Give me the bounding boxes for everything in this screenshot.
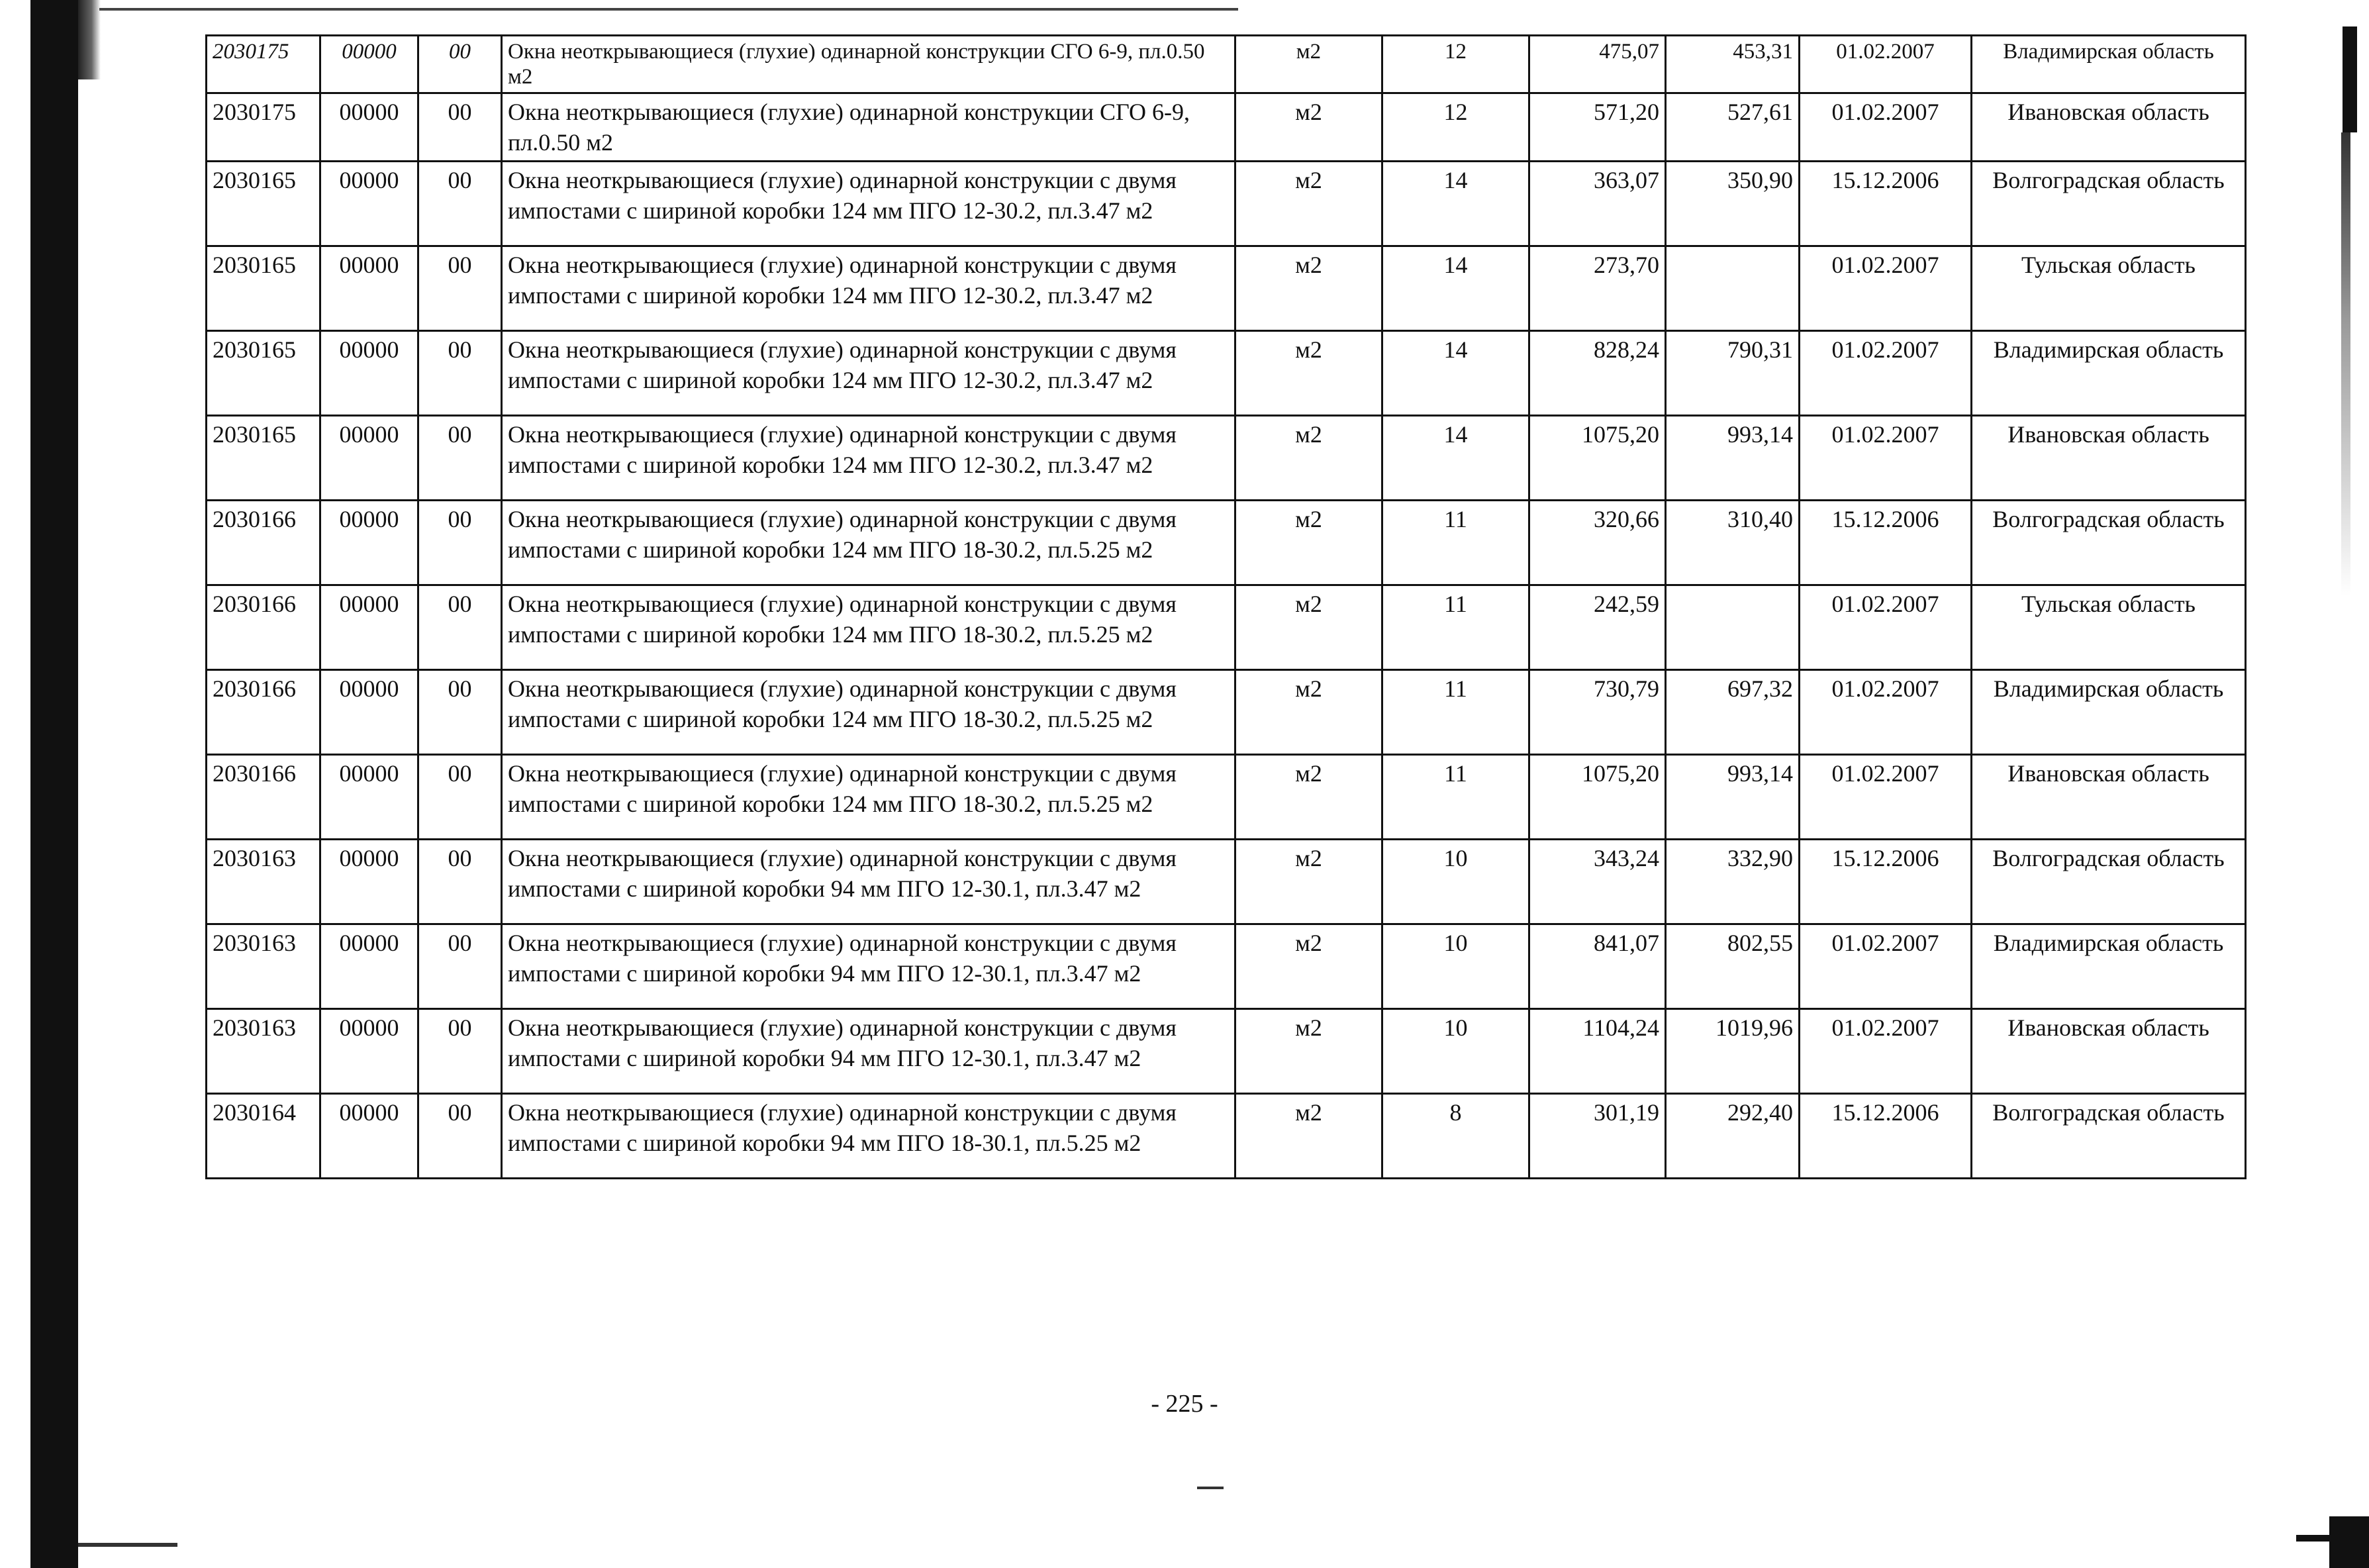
cell-quantity: 10 [1382,840,1529,924]
cell-sub-code: 00000 [320,331,418,416]
scan-edge-top [99,8,1238,11]
cell-sub-code: 00000 [320,36,418,93]
cell-price-1: 1075,20 [1529,416,1666,501]
cell-date: 15.12.2006 [1800,840,1972,924]
cell-date: 01.02.2007 [1800,755,1972,840]
cell-variant-code: 00 [418,331,502,416]
cell-date: 01.02.2007 [1800,331,1972,416]
cell-price-2: 697,32 [1666,670,1800,755]
cell-unit: м2 [1235,416,1382,501]
cell-price-1: 273,70 [1529,246,1666,331]
cell-variant-code: 00 [418,755,502,840]
cell-region: Ивановская область [1972,1009,2246,1094]
cell-date: 01.02.2007 [1800,93,1972,162]
cell-region: Владимирская область [1972,924,2246,1009]
cell-unit: м2 [1235,924,1382,1009]
cell-date: 01.02.2007 [1800,585,1972,670]
cell-item-code: 2030165 [207,246,320,331]
table-row [207,670,2246,755]
cell-item-code: 2030163 [207,924,320,1009]
cell-unit: м2 [1235,840,1382,924]
cell-quantity: 10 [1382,1009,1529,1094]
table-row [207,162,2246,246]
cell-date: 01.02.2007 [1800,670,1972,755]
cell-price-2: 790,31 [1666,331,1800,416]
cell-item-description: Окна неоткрывающиеся (глухие) одинарной конструкции СГО 6-9, пл.0.50 м2 [502,36,1235,93]
cell-region: Тульская область [1972,246,2246,331]
cell-variant-code: 00 [418,840,502,924]
scan-shadow-right-bottom [2329,1516,2369,1568]
cell-unit: м2 [1235,755,1382,840]
cell-price-1: 730,79 [1529,670,1666,755]
table-row [207,755,2246,840]
cell-item-code: 2030165 [207,331,320,416]
cell-unit: м2 [1235,93,1382,162]
cell-price-1: 242,59 [1529,585,1666,670]
table-row [207,585,2246,670]
cell-variant-code: 00 [418,93,502,162]
scan-shadow-right-fade [2341,132,2350,596]
cell-sub-code: 00000 [320,1094,418,1179]
scan-edge-right-bottom [2296,1535,2369,1542]
cell-variant-code: 00 [418,162,502,246]
cell-variant-code: 00 [418,585,502,670]
cell-quantity: 11 [1382,670,1529,755]
cell-item-description: Окна неоткрывающиеся (глухие) одинарной конструкции с двумя импостами с шириной коробки 124 мм ПГО 18-30.2, пл.5.25 м2 [502,670,1235,755]
cell-quantity: 8 [1382,1094,1529,1179]
cell-variant-code: 00 [418,1094,502,1179]
cell-price-2: 527,61 [1666,93,1800,162]
cell-region: Ивановская область [1972,93,2246,162]
cell-sub-code: 00000 [320,670,418,755]
cell-variant-code: 00 [418,1009,502,1094]
cell-price-1: 301,19 [1529,1094,1666,1179]
cell-sub-code: 00000 [320,416,418,501]
cell-quantity: 12 [1382,36,1529,93]
cell-date: 01.02.2007 [1800,246,1972,331]
cell-variant-code: 00 [418,670,502,755]
cell-quantity: 10 [1382,924,1529,1009]
cell-item-code: 2030165 [207,162,320,246]
cell-sub-code: 00000 [320,162,418,246]
cell-price-2: 292,40 [1666,1094,1800,1179]
cell-price-1: 1075,20 [1529,755,1666,840]
cell-variant-code: 00 [418,924,502,1009]
cell-unit: м2 [1235,1009,1382,1094]
cell-item-description: Окна неоткрывающиеся (глухие) одинарной конструкции с двумя импостами с шириной коробки 124 мм ПГО 18-30.2, пл.5.25 м2 [502,585,1235,670]
cell-item-code: 2030163 [207,840,320,924]
cell-quantity: 14 [1382,331,1529,416]
cell-quantity: 11 [1382,755,1529,840]
cell-variant-code: 00 [418,246,502,331]
cell-region: Ивановская область [1972,755,2246,840]
cell-item-description: Окна неоткрывающиеся (глухие) одинарной конструкции с двумя импостами с шириной коробки 124 мм ПГО 12-30.2, пл.3.47 м2 [502,331,1235,416]
scan-shadow-right [2343,26,2357,132]
cell-price-1: 571,20 [1529,93,1666,162]
price-table [205,34,2247,1179]
cell-item-code: 2030175 [207,93,320,162]
cell-region: Ивановская область [1972,416,2246,501]
cell-quantity: 14 [1382,162,1529,246]
cell-variant-code: 00 [418,416,502,501]
cell-price-2: 332,90 [1666,840,1800,924]
cell-item-description: Окна неоткрывающиеся (глухие) одинарной конструкции с двумя импостами с шириной коробки 124 мм ПГО 18-30.2, пл.5.25 м2 [502,755,1235,840]
cell-price-2: 350,90 [1666,162,1800,246]
cell-sub-code: 00000 [320,585,418,670]
cell-price-1: 320,66 [1529,501,1666,585]
cell-price-1: 363,07 [1529,162,1666,246]
cell-item-description: Окна неоткрывающиеся (глухие) одинарной конструкции СГО 6-9, пл.0.50 м2 [502,93,1235,162]
cell-item-code: 2030164 [207,1094,320,1179]
cell-unit: м2 [1235,331,1382,416]
cell-price-2: 1019,96 [1666,1009,1800,1094]
cell-price-1: 1104,24 [1529,1009,1666,1094]
cell-region: Владимирская область [1972,670,2246,755]
cell-price-2 [1666,585,1800,670]
cell-date: 01.02.2007 [1800,1009,1972,1094]
table-row [207,1009,2246,1094]
cell-unit: м2 [1235,162,1382,246]
scan-edge-bottom-left [78,1543,177,1547]
cell-item-code: 2030166 [207,501,320,585]
cell-quantity: 11 [1382,585,1529,670]
cell-date: 01.02.2007 [1800,36,1972,93]
cell-sub-code: 00000 [320,924,418,1009]
table-row [207,924,2246,1009]
cell-sub-code: 00000 [320,755,418,840]
cell-date: 01.02.2007 [1800,924,1972,1009]
cell-region: Волгоградская область [1972,162,2246,246]
cell-sub-code: 00000 [320,1009,418,1094]
cell-price-2: 453,31 [1666,36,1800,93]
cell-price-1: 828,24 [1529,331,1666,416]
cell-sub-code: 00000 [320,501,418,585]
cell-item-code: 2030163 [207,1009,320,1094]
cell-date: 15.12.2006 [1800,162,1972,246]
cell-unit: м2 [1235,501,1382,585]
cell-item-code: 2030165 [207,416,320,501]
table-row [207,331,2246,416]
scan-shadow-left-top [78,0,101,79]
table-row [207,501,2246,585]
cell-sub-code: 00000 [320,246,418,331]
cell-price-2: 802,55 [1666,924,1800,1009]
cell-sub-code: 00000 [320,840,418,924]
cell-region: Владимирская область [1972,331,2246,416]
cell-unit: м2 [1235,670,1382,755]
cell-item-code: 2030166 [207,585,320,670]
cell-date: 15.12.2006 [1800,501,1972,585]
table-row [207,840,2246,924]
cell-quantity: 12 [1382,93,1529,162]
scan-speck [1197,1487,1224,1489]
cell-unit: м2 [1235,1094,1382,1179]
cell-item-code: 2030166 [207,670,320,755]
cell-item-description: Окна неоткрывающиеся (глухие) одинарной конструкции с двумя импостами с шириной коробки 94 мм ПГО 12-30.1, пл.3.47 м2 [502,840,1235,924]
cell-quantity: 14 [1382,416,1529,501]
cell-unit: м2 [1235,246,1382,331]
cell-price-2: 993,14 [1666,755,1800,840]
cell-region: Волгоградская область [1972,1094,2246,1179]
cell-date: 01.02.2007 [1800,416,1972,501]
cell-price-1: 841,07 [1529,924,1666,1009]
cell-item-code: 2030166 [207,755,320,840]
cell-region: Волгоградская область [1972,501,2246,585]
cell-price-2: 310,40 [1666,501,1800,585]
table-row [207,36,2246,93]
cell-price-2 [1666,246,1800,331]
scan-shadow-left [30,0,78,1568]
cell-date: 15.12.2006 [1800,1094,1972,1179]
cell-region: Владимирская область [1972,36,2246,93]
cell-variant-code: 00 [418,501,502,585]
cell-price-1: 343,24 [1529,840,1666,924]
table-body [207,36,2246,1179]
table-row [207,416,2246,501]
cell-item-description: Окна неоткрывающиеся (глухие) одинарной конструкции с двумя импостами с шириной коробки 124 мм ПГО 18-30.2, пл.5.25 м2 [502,501,1235,585]
cell-item-description: Окна неоткрывающиеся (глухие) одинарной конструкции с двумя импостами с шириной коробки 94 мм ПГО 18-30.1, пл.5.25 м2 [502,1094,1235,1179]
cell-price-1: 475,07 [1529,36,1666,93]
cell-item-description: Окна неоткрывающиеся (глухие) одинарной конструкции с двумя импостами с шириной коробки 94 мм ПГО 12-30.1, пл.3.47 м2 [502,1009,1235,1094]
table-row [207,246,2246,331]
cell-variant-code: 00 [418,36,502,93]
cell-item-description: Окна неоткрывающиеся (глухие) одинарной конструкции с двумя импостами с шириной коробки 124 мм ПГО 12-30.2, пл.3.47 м2 [502,416,1235,501]
cell-item-description: Окна неоткрывающиеся (глухие) одинарной конструкции с двумя импостами с шириной коробки 94 мм ПГО 12-30.1, пл.3.47 м2 [502,924,1235,1009]
cell-unit: м2 [1235,36,1382,93]
cell-quantity: 14 [1382,246,1529,331]
cell-item-description: Окна неоткрывающиеся (глухие) одинарной конструкции с двумя импостами с шириной коробки 124 мм ПГО 12-30.2, пл.3.47 м2 [502,246,1235,331]
page-number: - 225 - [1151,1390,1218,1418]
cell-sub-code: 00000 [320,93,418,162]
cell-item-description: Окна неоткрывающиеся (глухие) одинарной конструкции с двумя импостами с шириной коробки 124 мм ПГО 12-30.2, пл.3.47 м2 [502,162,1235,246]
cell-price-2: 993,14 [1666,416,1800,501]
cell-region: Тульская область [1972,585,2246,670]
cell-quantity: 11 [1382,501,1529,585]
cell-unit: м2 [1235,585,1382,670]
cell-item-code: 2030175 [207,36,320,93]
cell-region: Волгоградская область [1972,840,2246,924]
table-row [207,1094,2246,1179]
table-row [207,93,2246,162]
